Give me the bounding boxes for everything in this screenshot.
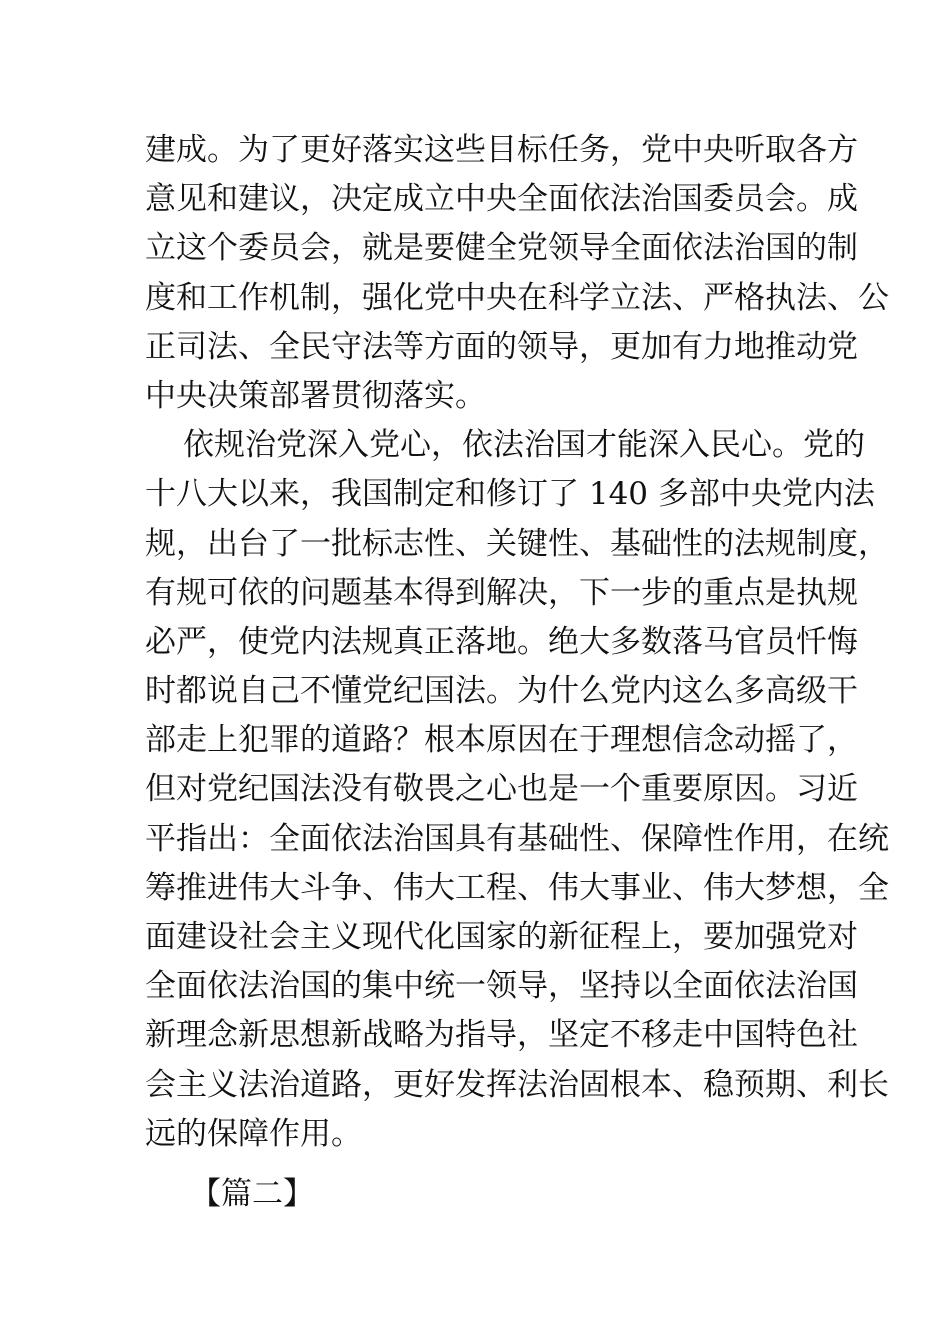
- text-line: 建成。为了更好落实这些目标任务，党中央听取各方: [145, 132, 858, 168]
- paragraph-2: [145, 421, 889, 1159]
- text-line: 依规治党深入党心，依法治国才能深入民心。党的: [183, 427, 865, 464]
- text-line: 意见和建议，决定成立中央全面依法治国委员会。成: [145, 181, 858, 218]
- text-line: 筹推进伟大斗争、伟大工程、伟大事业、伟大梦想，全: [145, 869, 889, 906]
- section-heading: 【篇二】: [190, 1176, 314, 1212]
- text-line: 度和工作机制，强化党中央在科学立法、严格执法、公: [145, 279, 889, 316]
- text-line: 平指出：全面依法治国具有基础性、保障性作用，在统: [145, 820, 889, 857]
- text-line: 面建设社会主义现代化国家的新征程上，要加强党对: [145, 919, 858, 955]
- paragraph-1: [145, 126, 889, 421]
- text-line: 时都说自己不懂党纪国法。为什么党内这么多高级干: [145, 673, 858, 710]
- text-line: 十八大以来，我国制定和修订了 140 多部中央党内法: [145, 476, 875, 513]
- text-line: 会主义法治道路，更好发挥法治固根本、稳预期、利长: [145, 1066, 889, 1103]
- text-line: 规，出台了一批标志性、关键性、基础性的法规制度，: [145, 525, 889, 562]
- text-line: 中央决策部署贯彻落实。: [145, 377, 486, 414]
- text-line: 有规可依的问题基本得到解决，下一步的重点是执规: [145, 574, 858, 611]
- text-line: 正司法、全民守法等方面的领导，更加有力地推动党: [145, 328, 858, 365]
- text-line: 新理念新思想新战略为指导，坚定不移走中国特色社: [145, 1017, 858, 1054]
- text-line: 但对党纪国法没有敬畏之心也是一个重要原因。习近: [145, 771, 858, 808]
- text-line: 必严，使党内法规真正落地。绝大多数落马官员忏悔: [145, 623, 858, 660]
- text-line: 全面依法治国的集中统一领导，坚持以全面依法治国: [145, 968, 858, 1005]
- body-text: [145, 126, 889, 1159]
- text-line: 部走上犯罪的道路？根本原因在于理想信念动摇了，: [145, 722, 858, 759]
- text-line: 立这个委员会，就是要健全党领导全面依法治国的制: [145, 230, 858, 267]
- text-line: 远的保障作用。: [145, 1115, 362, 1152]
